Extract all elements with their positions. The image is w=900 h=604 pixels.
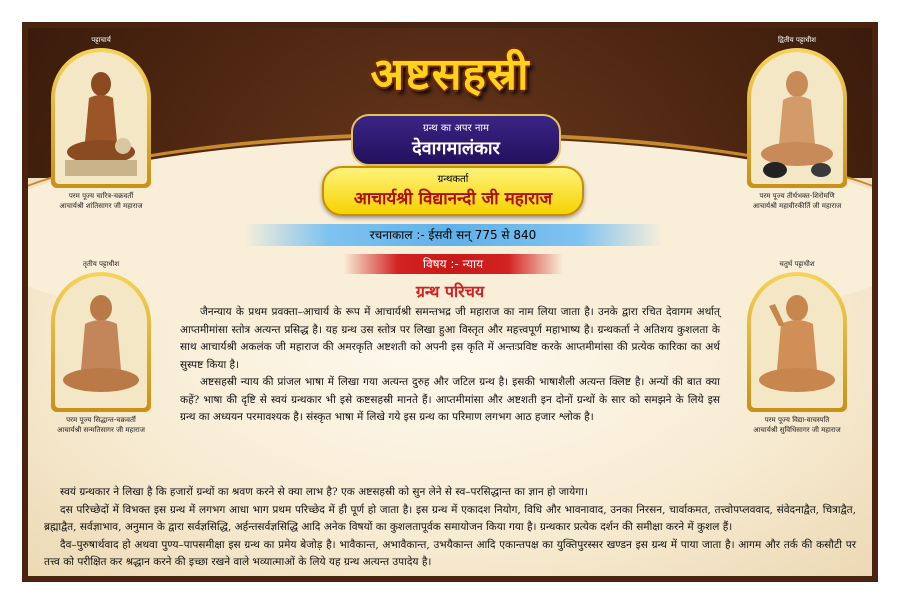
portrait-3-frame (51, 272, 151, 412)
portrait-2-caption (742, 191, 852, 211)
portrait-4-caption-line2: आचार्यश्री सुविधिसागर जी महाराज (753, 426, 841, 434)
portrait-3-top-label: तृतीय पट्टाधीश (82, 260, 120, 268)
portrait-1-frame (51, 48, 151, 188)
portrait-1-top-label: पट्टाचार्य (91, 36, 111, 44)
seated-monk-icon (59, 286, 143, 406)
portrait-4-caption (742, 415, 852, 435)
portrait-4-caption-line1: परम पूज्य विद्या-वाचस्पति (764, 416, 830, 424)
portrait-3-caption-line1: परम पूज्य सिद्धान्त-चक्रवर्ती (66, 416, 136, 424)
paragraph-3: स्वयं ग्रन्थकार ने लिखा है कि हजारों ग्रन्थों का श्रवण करने से क्या लाभ है? एक अष्टसहस्री को सुन लेने से स्व–परसिद्धान्त का ज्ञान हो जायेगा। (60, 486, 588, 498)
portrait-4 (742, 260, 852, 435)
paragraph-2: अष्टसहस्री न्याय की प्रांजल भाषा में लिखा गया अत्यन्त दुरुह और जटिल ग्रन्थ है। इसकी भाषाशैली अत्यन्त क्लिष्ट है। अन्यों की बात क्या कहें? भाषा की दृष्टि से स्वयं ग्रन्थकार भी इसे कष्टसहस्री मानते हैं। आप्तमीमांसा और अष्टशती इन दोनों ग्रन्थों के सार को समझने के लिये इस ग्रन्थ का अध्ययन परमावश्यक है। संस्कृत भाषा में लिखे गये इस ग्रन्थ का परिमाण लगभग आठ हजार श्लोक है। (180, 376, 720, 423)
poster (22, 22, 878, 582)
portrait-2-frame (747, 48, 847, 188)
portrait-4-frame (747, 272, 847, 412)
portrait-2-caption-line1: परम पूज्य तीर्थभक्त-शिरोमणि (759, 192, 835, 200)
portrait-2-image (751, 52, 843, 184)
portrait-3-image (55, 276, 147, 408)
intro-paragraphs-wide (44, 484, 856, 572)
alt-name-value: देवागमालंकार (412, 138, 500, 159)
author-box (322, 166, 584, 216)
author-label: ग्रन्थकर्ता (437, 174, 469, 185)
portrait-3-caption (46, 415, 156, 435)
intro-paragraphs-narrow (180, 304, 720, 427)
paragraph-4: दस परिच्छेदों में विभक्त इस ग्रन्थ में लगभग आधा भाग प्रथम परिच्छेद में ही पूर्ण हो जाता है। इस ग्रन्थ में एकादश नियोग, विधि और भावनावाद, उनका निरसन, चार्वाकमत, तत्त्वोपप्लववाद, संवेदनाद्वैत, चित्राद्वैत, ब्रह्माद्वैत, सर्वज्ञाभाव, अनुमान के द्वारा सर्वज्ञसिद्धि, अर्हन्तसर्वज्ञसिद्धि आदि अनेक विषयों का कुशलतापूर्वक समायोजन किया गया है। ग्रन्थकार प्रत्येक दर्शन की समीक्षा करने में कुशल हैं। (44, 503, 856, 533)
seated-monk-icon (61, 62, 141, 182)
portrait-1-caption (46, 191, 156, 211)
alt-name-box (351, 114, 561, 166)
portrait-2-top-label: द्वितीय पट्टाधीश (777, 36, 817, 44)
portrait-2 (742, 36, 852, 211)
portrait-4-image (751, 276, 843, 408)
portrait-3 (46, 260, 156, 435)
author-value: आचार्यश्री विद्यानन्दी जी महाराज (353, 189, 553, 209)
poster-inner (28, 28, 872, 576)
subject-banner: विषय :- न्याय (343, 254, 563, 274)
portrait-3-caption-line2: आचार्यश्री सन्मतिसागर जी महाराज (57, 426, 145, 434)
paragraph-1: जैनन्याय के प्रथम प्रवक्ता–आचार्य के रूप में आचार्यश्री समन्तभद्र जी महाराज का नाम लिया जाता है। उनके द्वारा रचित देवागम अर्थात् आप्तमीमांसा स्तोत्र अत्यन्त प्रसिद्ध है। यह ग्रन्थ उस स्तोत्र पर लिखा हुआ विस्तृत और महत्त्वपूर्ण महाभाष्य है। ग्रन्थकर्ता ने अतिशय कुशलता के साथ आचार्यश्री अकलंक जी महाराज की अमरकृति अष्टशती को अपनी इस कृति में अन्तःप्रविष्ट करके आप्तमीमांसा की प्रत्येक कारिका का अर्थ सुस्पष्ट किया है। (180, 306, 720, 371)
portrait-1-caption-line1: परम पूज्य चारित्र-चक्रवर्ती (68, 192, 134, 200)
paragraph-5: दैव–पुरुषार्थवाद हो अथवा पुण्य–पापसमीक्षा इस ग्रन्थ का प्रमेय बेजोड़ है। भावैकान्त, अभावैकान्त, उभयैकान्त आदि एकान्तपक्ष का युक्तिपुरस्सर खण्डन इस ग्रन्थ में पाया जाता है। आगम और तर्क की कसौटी पर तत्त्व को परीक्षित कर श्रद्धान करने की इच्छा रखने वाले भव्यात्माओं के लिये यह ग्रन्थ अत्यन्त उपादेय है। (44, 538, 856, 568)
portrait-2-caption-line2: आचार्यश्री महावीरकीर्ति जी महाराज (752, 202, 842, 210)
portrait-1-caption-line2: आचार्यश्री शांतिसागर जी महाराज (59, 202, 143, 210)
seated-monk-icon (755, 286, 839, 406)
period-banner: रचनाकाल :- ईसवी सन् 775 से 840 (243, 224, 663, 246)
portrait-1 (46, 36, 156, 211)
portrait-4-top-label: चतुर्थ पट्टाधीश (779, 260, 815, 268)
intro-heading: ग्रन्थ परिचय (415, 282, 485, 301)
poster-title: अष्टसहस्री (370, 49, 530, 100)
alt-name-label: ग्रन्थ का अपर नाम (422, 123, 490, 134)
seated-monk-icon (755, 62, 839, 182)
portrait-1-image (55, 52, 147, 184)
